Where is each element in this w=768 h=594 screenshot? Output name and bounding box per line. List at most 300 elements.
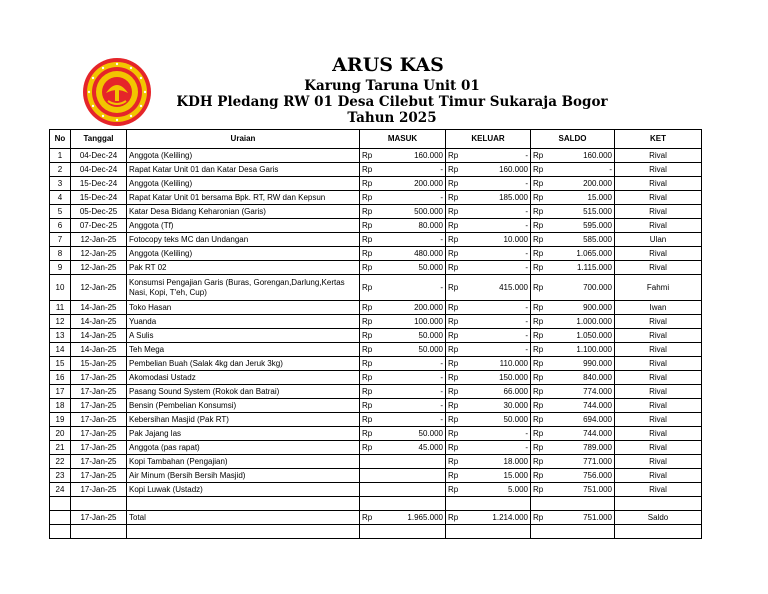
- cell-saldo-currency: Rp: [531, 441, 553, 455]
- cell-tanggal: 07-Dec-25: [71, 219, 127, 233]
- cell-uraian: Pak Jajang las: [127, 427, 360, 441]
- cell-saldo: 1.000.000: [553, 315, 615, 329]
- cell-uraian: Anggota (Keliling): [127, 177, 360, 191]
- cell-no: 6: [50, 219, 71, 233]
- cell-keluar: -: [468, 177, 531, 191]
- cell-saldo: 595.000: [553, 219, 615, 233]
- table-row: [50, 163, 702, 177]
- cell-saldo-currency: Rp: [531, 385, 553, 399]
- cell-saldo: 694.000: [553, 413, 615, 427]
- cell-no: 21: [50, 441, 71, 455]
- table-row: [50, 315, 702, 329]
- cell-tanggal: 17-Jan-25: [71, 399, 127, 413]
- cell-ket: [615, 525, 702, 539]
- cell-no: 14: [50, 343, 71, 357]
- cell-tanggal: 17-Jan-25: [71, 385, 127, 399]
- cell-masuk: 50.000: [382, 329, 446, 343]
- cell-tanggal: 15-Dec-24: [71, 191, 127, 205]
- cell-keluar-currency: Rp: [446, 233, 468, 247]
- cell-keluar-currency: Rp: [446, 441, 468, 455]
- cell-uraian: Rapat Katar Unit 01 dan Katar Desa Garis: [127, 163, 360, 177]
- cell-ket: Rival: [615, 371, 702, 385]
- cell-saldo-currency: Rp: [531, 177, 553, 191]
- cell-keluar-currency: Rp: [446, 247, 468, 261]
- cell-no: 5: [50, 205, 71, 219]
- cell-uraian: Rapat Katar Unit 01 bersama Bpk. RT, RW dan Kepsun: [127, 191, 360, 205]
- cell-masuk: 100.000: [382, 315, 446, 329]
- cell-keluar: -: [468, 343, 531, 357]
- cell-masuk-currency: Rp: [360, 329, 382, 343]
- cell-masuk: [382, 525, 446, 539]
- cell-saldo-currency: [531, 525, 553, 539]
- cell-saldo-currency: Rp: [531, 413, 553, 427]
- cell-masuk-currency: Rp: [360, 371, 382, 385]
- cell-masuk: [382, 483, 446, 497]
- cell-no: [50, 497, 71, 511]
- cell-keluar: 415.000: [468, 275, 531, 301]
- cell-masuk: 500.000: [382, 205, 446, 219]
- cell-no: 3: [50, 177, 71, 191]
- cell-keluar: -: [468, 261, 531, 275]
- cell-saldo: [553, 525, 615, 539]
- cell-ket: Rival: [615, 483, 702, 497]
- cell-masuk: -: [382, 371, 446, 385]
- cell-ket: Saldo: [615, 511, 702, 525]
- table-row: [50, 357, 702, 371]
- cell-keluar: 30.000: [468, 399, 531, 413]
- cell-uraian: A Sulis: [127, 329, 360, 343]
- cell-ket: Rival: [615, 261, 702, 275]
- cell-saldo: 585.000: [553, 233, 615, 247]
- cell-tanggal: 17-Jan-25: [71, 455, 127, 469]
- cell-keluar: 50.000: [468, 413, 531, 427]
- cell-keluar: 185.000: [468, 191, 531, 205]
- cell-tanggal: 14-Jan-25: [71, 315, 127, 329]
- cell-keluar-currency: Rp: [446, 191, 468, 205]
- cell-uraian: Akomodasi Ustadz: [127, 371, 360, 385]
- header-keluar: KELUAR: [446, 130, 531, 149]
- cell-ket: Rival: [615, 315, 702, 329]
- table-row: [50, 177, 702, 191]
- cell-no: 4: [50, 191, 71, 205]
- cell-masuk-currency: Rp: [360, 177, 382, 191]
- cell-keluar: [468, 525, 531, 539]
- cell-masuk: [382, 469, 446, 483]
- cell-saldo-currency: Rp: [531, 399, 553, 413]
- cash-flow-table: [49, 129, 702, 539]
- cell-uraian: Konsumsi Pengajian Garis (Buras, Gorengan,Darlung,Kertas Nasi, Kopi, T'eh, Cup): [127, 275, 360, 301]
- cell-keluar: 110.000: [468, 357, 531, 371]
- cell-saldo: 900.000: [553, 301, 615, 315]
- table-row: [50, 301, 702, 315]
- cell-masuk-currency: [360, 525, 382, 539]
- cell-keluar-currency: Rp: [446, 511, 468, 525]
- table-row: [50, 385, 702, 399]
- cell-tanggal: 04-Dec-24: [71, 149, 127, 163]
- cell-tanggal: 14-Jan-25: [71, 301, 127, 315]
- cell-saldo: 200.000: [553, 177, 615, 191]
- table-row: [50, 275, 702, 301]
- cell-saldo-currency: Rp: [531, 427, 553, 441]
- cell-ket: Rival: [615, 413, 702, 427]
- cell-masuk-currency: Rp: [360, 399, 382, 413]
- cell-saldo: 789.000: [553, 441, 615, 455]
- table-row: [50, 343, 702, 357]
- cell-saldo-currency: Rp: [531, 149, 553, 163]
- cell-keluar: -: [468, 427, 531, 441]
- table-row: [50, 191, 702, 205]
- cell-saldo: 774.000: [553, 385, 615, 399]
- cell-keluar: 66.000: [468, 385, 531, 399]
- cell-tanggal: 17-Jan-25: [71, 511, 127, 525]
- cell-tanggal: 17-Jan-25: [71, 441, 127, 455]
- cell-uraian: Teh Mega: [127, 343, 360, 357]
- cell-uraian: [127, 497, 360, 511]
- cell-masuk: [382, 497, 446, 511]
- cell-keluar: -: [468, 247, 531, 261]
- cell-ket: Rival: [615, 205, 702, 219]
- cell-saldo: 771.000: [553, 455, 615, 469]
- cell-masuk-currency: [360, 455, 382, 469]
- cell-masuk-currency: [360, 483, 382, 497]
- cell-ket: Fahmi: [615, 275, 702, 301]
- cell-no: 8: [50, 247, 71, 261]
- table-row: [50, 261, 702, 275]
- cell-keluar-currency: Rp: [446, 163, 468, 177]
- cell-masuk-currency: Rp: [360, 247, 382, 261]
- cell-keluar-currency: Rp: [446, 427, 468, 441]
- cell-saldo-currency: Rp: [531, 275, 553, 301]
- cell-masuk-currency: Rp: [360, 219, 382, 233]
- cell-ket: Iwan: [615, 301, 702, 315]
- cell-keluar-currency: Rp: [446, 219, 468, 233]
- cell-no: 16: [50, 371, 71, 385]
- cell-masuk: 160.000: [382, 149, 446, 163]
- cell-tanggal: 17-Jan-25: [71, 469, 127, 483]
- table-row: [50, 399, 702, 413]
- cell-ket: Rival: [615, 357, 702, 371]
- cell-keluar-currency: Rp: [446, 483, 468, 497]
- cell-saldo: 1.065.000: [553, 247, 615, 261]
- cell-keluar-currency: Rp: [446, 275, 468, 301]
- table-row: [50, 149, 702, 163]
- cell-masuk: 80.000: [382, 219, 446, 233]
- cell-saldo: 15.000: [553, 191, 615, 205]
- cell-tanggal: 15-Jan-25: [71, 357, 127, 371]
- cell-masuk: [382, 455, 446, 469]
- cell-masuk-currency: Rp: [360, 275, 382, 301]
- header-ket: KET: [615, 130, 702, 149]
- cell-masuk-currency: [360, 497, 382, 511]
- cell-saldo-currency: Rp: [531, 301, 553, 315]
- cell-saldo-currency: Rp: [531, 357, 553, 371]
- cell-masuk-currency: Rp: [360, 261, 382, 275]
- cell-masuk-currency: Rp: [360, 385, 382, 399]
- cell-no: 15: [50, 357, 71, 371]
- cell-uraian: Pak RT 02: [127, 261, 360, 275]
- cell-tanggal: 12-Jan-25: [71, 233, 127, 247]
- cell-masuk: 200.000: [382, 177, 446, 191]
- cell-masuk: 45.000: [382, 441, 446, 455]
- cell-masuk-currency: Rp: [360, 427, 382, 441]
- cell-saldo-currency: Rp: [531, 483, 553, 497]
- cell-no: 2: [50, 163, 71, 177]
- cell-ket: Rival: [615, 399, 702, 413]
- cell-uraian: Kopi Tambahan (Pengajian): [127, 455, 360, 469]
- cell-keluar: 160.000: [468, 163, 531, 177]
- cell-saldo: 515.000: [553, 205, 615, 219]
- cell-no: 9: [50, 261, 71, 275]
- cell-ket: Rival: [615, 329, 702, 343]
- cell-masuk-currency: Rp: [360, 511, 382, 525]
- cell-keluar: -: [468, 149, 531, 163]
- cell-saldo-currency: Rp: [531, 329, 553, 343]
- cell-no: 20: [50, 427, 71, 441]
- cell-masuk-currency: Rp: [360, 149, 382, 163]
- cell-keluar: 15.000: [468, 469, 531, 483]
- cell-keluar: -: [468, 441, 531, 455]
- cell-tanggal: 12-Jan-25: [71, 261, 127, 275]
- cell-masuk-currency: Rp: [360, 301, 382, 315]
- cell-keluar-currency: Rp: [446, 315, 468, 329]
- cell-masuk: -: [382, 233, 446, 247]
- cell-saldo: [553, 497, 615, 511]
- cell-masuk: -: [382, 399, 446, 413]
- table-row: [50, 469, 702, 483]
- cell-tanggal: 17-Jan-25: [71, 371, 127, 385]
- cell-uraian: Anggota (Keliling): [127, 149, 360, 163]
- cell-tanggal: 17-Jan-25: [71, 483, 127, 497]
- cell-keluar-currency: [446, 525, 468, 539]
- cell-uraian: Katar Desa Bidang Keharonian (Garis): [127, 205, 360, 219]
- cell-keluar: 18.000: [468, 455, 531, 469]
- cell-saldo: 990.000: [553, 357, 615, 371]
- cell-keluar-currency: Rp: [446, 343, 468, 357]
- cell-no: 13: [50, 329, 71, 343]
- cell-uraian: Kebersihan Masjid (Pak RT): [127, 413, 360, 427]
- cell-masuk-currency: Rp: [360, 357, 382, 371]
- cell-no: 12: [50, 315, 71, 329]
- cell-uraian: [127, 525, 360, 539]
- cell-no: [50, 525, 71, 539]
- cell-tanggal: 15-Dec-24: [71, 177, 127, 191]
- cell-masuk-currency: Rp: [360, 205, 382, 219]
- cell-ket: Rival: [615, 247, 702, 261]
- report-title: ARUS KAS: [332, 54, 444, 76]
- cell-masuk: -: [382, 413, 446, 427]
- cell-tanggal: 05-Dec-25: [71, 205, 127, 219]
- cell-masuk: 50.000: [382, 261, 446, 275]
- header-uraian: Uraian: [127, 130, 360, 149]
- cell-ket: Rival: [615, 177, 702, 191]
- table-row: [50, 441, 702, 455]
- cell-ket: Rival: [615, 469, 702, 483]
- table-row: [50, 329, 702, 343]
- cell-keluar-currency: Rp: [446, 177, 468, 191]
- cell-tanggal: 12-Jan-25: [71, 275, 127, 301]
- cell-masuk: 50.000: [382, 427, 446, 441]
- empty-row: [50, 497, 702, 511]
- table-row: [50, 247, 702, 261]
- cell-uraian: Anggota (Keliling): [127, 247, 360, 261]
- cell-saldo: 744.000: [553, 399, 615, 413]
- table-header: [50, 130, 702, 149]
- cell-ket: Ulan: [615, 233, 702, 247]
- cell-masuk-currency: Rp: [360, 191, 382, 205]
- cell-masuk-currency: Rp: [360, 441, 382, 455]
- table-row: [50, 413, 702, 427]
- cell-saldo-currency: Rp: [531, 343, 553, 357]
- cell-saldo-currency: Rp: [531, 219, 553, 233]
- header-saldo: SALDO: [531, 130, 615, 149]
- cell-ket: Rival: [615, 441, 702, 455]
- cell-uraian: Anggota (pas rapat): [127, 441, 360, 455]
- cell-saldo: 751.000: [553, 483, 615, 497]
- cell-masuk: 50.000: [382, 343, 446, 357]
- cell-keluar-currency: Rp: [446, 329, 468, 343]
- header-tanggal: Tanggal: [71, 130, 127, 149]
- cell-keluar-currency: Rp: [446, 469, 468, 483]
- cell-uraian: Air Minum (Bersih Bersih Masjid): [127, 469, 360, 483]
- cell-uraian: Kopi Luwak (Ustadz): [127, 483, 360, 497]
- cell-keluar-currency: Rp: [446, 261, 468, 275]
- cell-ket: Rival: [615, 191, 702, 205]
- cell-no: 22: [50, 455, 71, 469]
- cell-ket: [615, 497, 702, 511]
- table-row: [50, 483, 702, 497]
- cell-uraian: Yuanda: [127, 315, 360, 329]
- cell-keluar: -: [468, 219, 531, 233]
- cell-saldo-currency: Rp: [531, 371, 553, 385]
- cell-ket: Rival: [615, 385, 702, 399]
- cell-ket: Rival: [615, 163, 702, 177]
- cell-saldo-currency: Rp: [531, 233, 553, 247]
- cell-tanggal: 04-Dec-24: [71, 163, 127, 177]
- cell-keluar-currency: Rp: [446, 371, 468, 385]
- cell-keluar: 150.000: [468, 371, 531, 385]
- table-row: [50, 219, 702, 233]
- cell-masuk-currency: Rp: [360, 413, 382, 427]
- cell-keluar: -: [468, 329, 531, 343]
- cell-no: 19: [50, 413, 71, 427]
- cell-masuk-currency: Rp: [360, 315, 382, 329]
- cell-keluar: 5.000: [468, 483, 531, 497]
- cell-saldo-currency: Rp: [531, 205, 553, 219]
- cell-tanggal: 17-Jan-25: [71, 413, 127, 427]
- cell-tanggal: [71, 525, 127, 539]
- cell-saldo-currency: Rp: [531, 315, 553, 329]
- cell-masuk: -: [382, 357, 446, 371]
- cell-saldo: 751.000: [553, 511, 615, 525]
- cell-no: 24: [50, 483, 71, 497]
- cell-keluar: -: [468, 205, 531, 219]
- cell-saldo-currency: [531, 497, 553, 511]
- cell-saldo: 1.100.000: [553, 343, 615, 357]
- cell-no: 1: [50, 149, 71, 163]
- empty-row: [50, 525, 702, 539]
- cell-ket: Rival: [615, 455, 702, 469]
- cell-no: 10: [50, 275, 71, 301]
- table-row: [50, 427, 702, 441]
- cell-saldo: 700.000: [553, 275, 615, 301]
- cell-keluar: 1.214.000: [468, 511, 531, 525]
- cell-saldo-currency: Rp: [531, 261, 553, 275]
- organization-name: Karung Taruna Unit 01: [304, 78, 480, 94]
- cell-keluar-currency: Rp: [446, 399, 468, 413]
- cell-masuk: 1.965.000: [382, 511, 446, 525]
- cell-masuk: 480.000: [382, 247, 446, 261]
- cell-no: 7: [50, 233, 71, 247]
- cell-uraian: Pembelian Buah (Salak 4kg dan Jeruk 3kg): [127, 357, 360, 371]
- organization-address: KDH Pledang RW 01 Desa Cilebut Timur Sukaraja Bogor: [176, 94, 608, 110]
- cell-masuk-currency: [360, 469, 382, 483]
- table-row: [50, 371, 702, 385]
- cell-saldo: 840.000: [553, 371, 615, 385]
- cell-saldo-currency: Rp: [531, 191, 553, 205]
- cell-masuk-currency: Rp: [360, 343, 382, 357]
- cell-saldo: 744.000: [553, 427, 615, 441]
- cell-uraian: Anggota (Tf): [127, 219, 360, 233]
- cell-tanggal: 14-Jan-25: [71, 329, 127, 343]
- cell-tanggal: 14-Jan-25: [71, 343, 127, 357]
- total-row: [50, 511, 702, 525]
- header-masuk: MASUK: [360, 130, 446, 149]
- cell-keluar: -: [468, 315, 531, 329]
- cell-keluar-currency: Rp: [446, 413, 468, 427]
- report-year: Tahun 2025: [347, 110, 437, 126]
- cell-ket: Rival: [615, 427, 702, 441]
- cell-masuk: -: [382, 163, 446, 177]
- cell-uraian: Pasang Sound System (Rokok dan Batrai): [127, 385, 360, 399]
- cell-uraian: Total: [127, 511, 360, 525]
- cell-keluar-currency: Rp: [446, 357, 468, 371]
- cell-saldo: 756.000: [553, 469, 615, 483]
- cell-saldo-currency: Rp: [531, 163, 553, 177]
- cell-uraian: Bensin (Pembelian Konsumsi): [127, 399, 360, 413]
- cell-tanggal: 17-Jan-25: [71, 427, 127, 441]
- cell-masuk: -: [382, 191, 446, 205]
- cell-keluar: 10.000: [468, 233, 531, 247]
- cell-keluar-currency: Rp: [446, 205, 468, 219]
- cell-no: [50, 511, 71, 525]
- cell-masuk: 200.000: [382, 301, 446, 315]
- cell-saldo: 160.000: [553, 149, 615, 163]
- cell-keluar-currency: Rp: [446, 301, 468, 315]
- cell-no: 23: [50, 469, 71, 483]
- cell-keluar: [468, 497, 531, 511]
- table-row: [50, 455, 702, 469]
- cell-keluar-currency: Rp: [446, 455, 468, 469]
- cell-saldo-currency: Rp: [531, 455, 553, 469]
- cell-keluar-currency: Rp: [446, 385, 468, 399]
- cell-saldo-currency: Rp: [531, 469, 553, 483]
- cell-ket: Rival: [615, 343, 702, 357]
- cell-masuk-currency: Rp: [360, 163, 382, 177]
- cell-masuk: -: [382, 275, 446, 301]
- cell-saldo-currency: Rp: [531, 247, 553, 261]
- cell-keluar-currency: Rp: [446, 149, 468, 163]
- cell-saldo: -: [553, 163, 615, 177]
- table-row: [50, 205, 702, 219]
- cell-keluar-currency: [446, 497, 468, 511]
- cell-ket: Rival: [615, 219, 702, 233]
- cell-saldo: 1.050.000: [553, 329, 615, 343]
- cell-saldo-currency: Rp: [531, 511, 553, 525]
- cell-tanggal: 12-Jan-25: [71, 247, 127, 261]
- cell-saldo: 1.115.000: [553, 261, 615, 275]
- cell-ket: Rival: [615, 149, 702, 163]
- header-no: No: [50, 130, 71, 149]
